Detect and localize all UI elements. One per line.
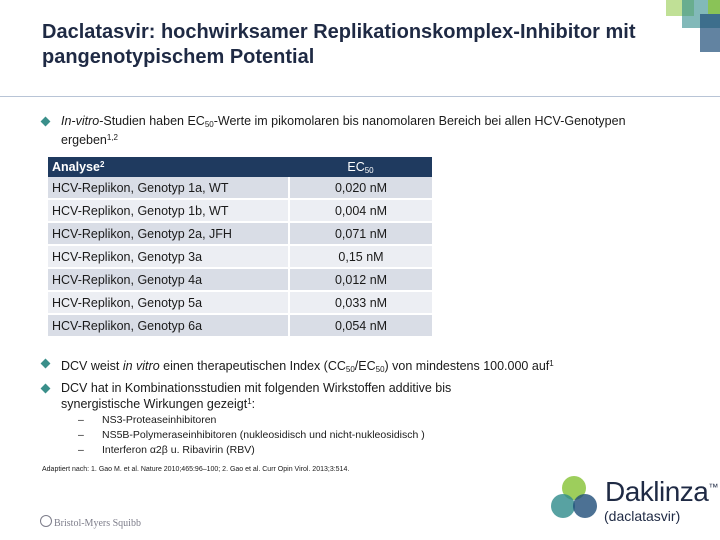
header-assay-label: Analyse (52, 160, 100, 174)
italic-term: In-vitro (61, 114, 100, 128)
bms-logo-text: Bristol-Myers Squibb (54, 518, 141, 529)
text-part: DCV weist (61, 359, 123, 373)
bullet-text (61, 357, 681, 376)
table-row (48, 177, 432, 199)
text-part: : (251, 397, 256, 411)
bms-logo (40, 515, 150, 529)
bms-emblem-icon (40, 515, 52, 527)
bullet-diamond-icon (41, 359, 51, 369)
reference-superscript: 1 (247, 397, 252, 406)
ec50-cell: 0,071 nM (289, 222, 432, 245)
ec50-cell: 0,15 nM (289, 245, 432, 268)
ec50-cell: 0,012 nM (289, 268, 432, 291)
title-divider (0, 96, 720, 97)
table-row (48, 268, 432, 291)
header-assay (48, 157, 289, 177)
text-part: einen therapeutischen Index (CC (159, 359, 346, 373)
table-row (48, 199, 432, 222)
list-item-text: Interferon α2β u. Ribavirin (RBV) (102, 444, 255, 456)
italic-term: in vitro (122, 359, 160, 373)
assay-cell: HCV-Replikon, Genotyp 1a, WT (48, 177, 289, 199)
table-row (48, 222, 432, 245)
table-row (48, 291, 432, 314)
subscript: 50 (345, 365, 355, 374)
daklinza-emblem-icon (546, 472, 602, 528)
dash-marker: – (78, 444, 84, 456)
ec50-table (48, 157, 432, 338)
ec50-cell: 0,004 nM (289, 199, 432, 222)
subscript: 50 (375, 365, 385, 374)
reference-superscript: 1,2 (106, 133, 118, 142)
ec50-cell: 0,054 nM (289, 314, 432, 337)
text-part: ) von mindestens 100.000 auf (384, 359, 550, 373)
reference-superscript: 2 (99, 160, 105, 169)
subscript: 50 (364, 165, 374, 175)
text-part: -Studien haben EC (99, 114, 205, 128)
assay-cell: HCV-Replikon, Genotyp 4a (48, 268, 289, 291)
bullet-diamond-icon (41, 117, 51, 127)
assay-cell: HCV-Replikon, Genotyp 2a, JFH (48, 222, 289, 245)
text-part: -Werte im pikomolaren bis nanomolaren Bereich bei allen HCV-Genotypen ergeben (61, 114, 626, 147)
list-item-text: NS5B-Polymeraseinhibitoren (nukleosidisch und nicht-nukleosidisch ) (102, 429, 425, 441)
ec50-cell: 0,033 nM (289, 291, 432, 314)
corner-decoration (652, 0, 720, 52)
table-header-row (48, 157, 432, 177)
reference-superscript: 1 (549, 359, 554, 368)
trademark-symbol: ™ (708, 482, 718, 494)
assay-cell: HCV-Replikon, Genotyp 6a (48, 314, 289, 337)
header-ec-label: EC (347, 159, 365, 174)
reference-footnote: Adaptiert nach: 1. Gao M. et al. Nature 2010;465:96–100; 2. Gao et al. Curr Opin Virol. 2013;3:514. (42, 466, 350, 473)
list-item-text: NS3-Proteaseinhibitoren (102, 414, 217, 426)
text-part: DCV hat in Kombinationsstudien mit folgenden Wirkstoffen additive bis synergistische Wirkungen gezeigt (61, 381, 452, 411)
daklinza-wordmark (605, 476, 718, 508)
assay-cell: HCV-Replikon, Genotyp 3a (48, 245, 289, 268)
assay-cell: HCV-Replikon, Genotyp 5a (48, 291, 289, 314)
assay-cell: HCV-Replikon, Genotyp 1b, WT (48, 199, 289, 222)
bullet-text (61, 382, 521, 411)
subscript: 50 (204, 120, 214, 129)
header-ec50 (289, 157, 432, 177)
daklinza-name: Daklinza (605, 476, 709, 507)
page-title: Daclatasvir: hochwirksamer Replikationskomplex-Inhibitor mit pangenotypischem Potential (42, 21, 636, 68)
dash-marker: – (78, 429, 84, 441)
daklinza-generic-name: (daclatasvir) (604, 508, 681, 524)
dash-marker: – (78, 414, 84, 426)
ec50-cell: 0,020 nM (289, 177, 432, 199)
bullet-diamond-icon (41, 384, 51, 394)
table-row (48, 245, 432, 268)
text-part: /EC (354, 359, 376, 373)
bullet-text (61, 115, 636, 147)
table-row (48, 314, 432, 337)
daklinza-logo (540, 468, 720, 540)
